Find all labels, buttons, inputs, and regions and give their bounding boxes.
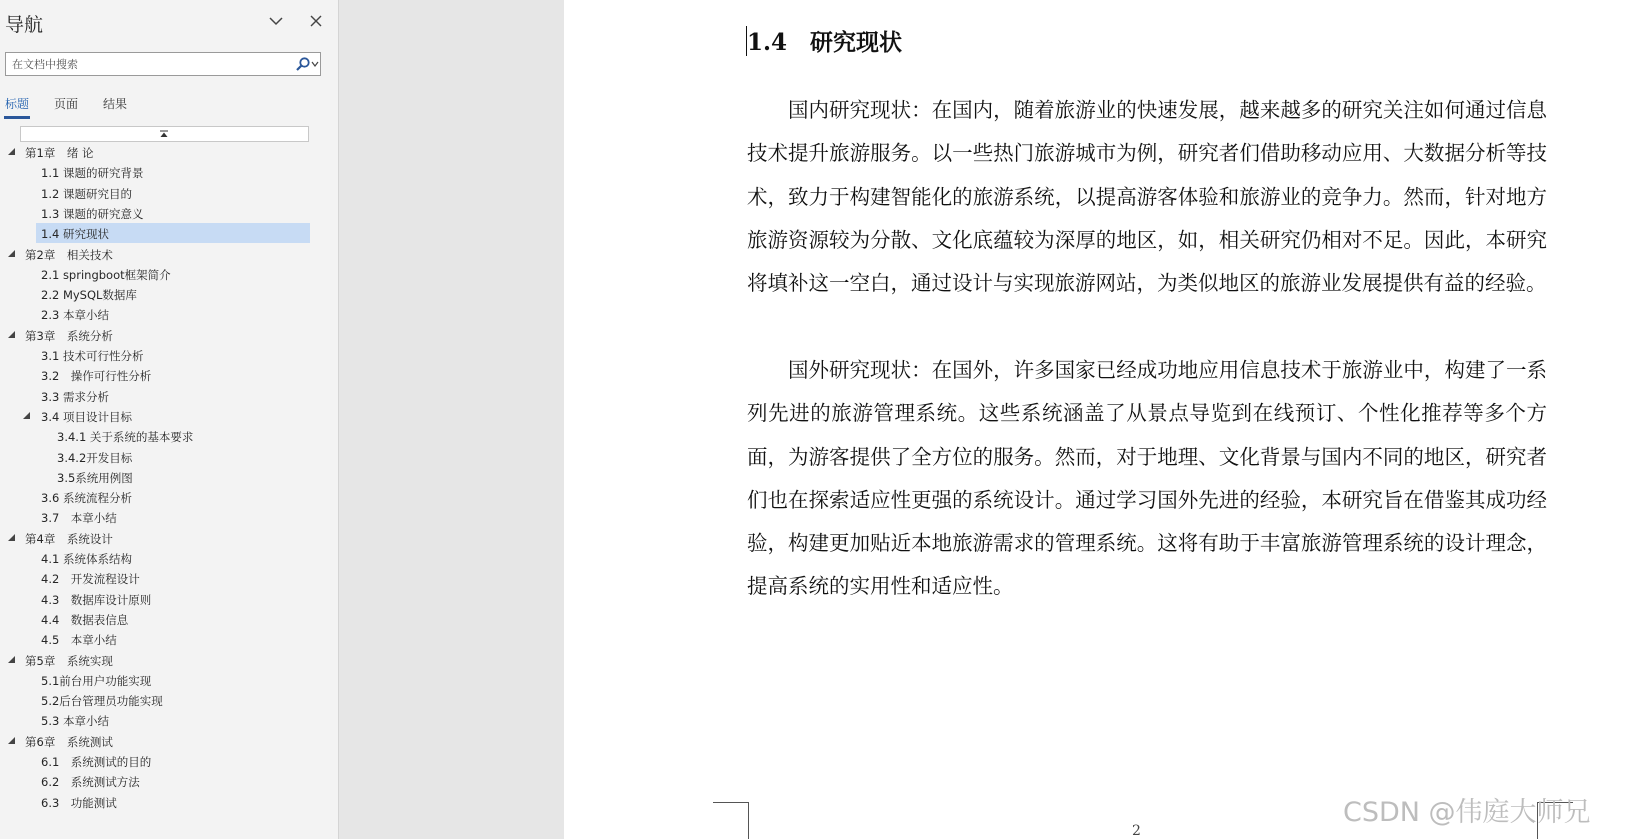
- navigation-pane: [0, 0, 339, 839]
- nav-outline-item-label: 3.7 本章小结: [41, 511, 117, 526]
- nav-outline-item[interactable]: [0, 426, 310, 446]
- nav-outline-item-label: 5.1前台用户功能实现: [41, 673, 152, 688]
- document-page[interactable]: [564, 0, 1626, 839]
- nav-outline-item-label: 1.4 研究现状: [41, 227, 109, 242]
- nav-outline-item[interactable]: [0, 609, 310, 629]
- scroll-to-top-button[interactable]: [20, 126, 309, 142]
- nav-outline-item-label: 3.4.1 关于系统的基本要求: [57, 430, 194, 445]
- expanded-triangle-icon[interactable]: [7, 533, 16, 542]
- section-heading: 1.4 研究现状: [747, 29, 903, 56]
- nav-outline-item[interactable]: [0, 244, 310, 264]
- nav-outline-item-label: 第5章 系统实现: [25, 653, 113, 668]
- nav-outline-item-label: 第2章 相关技术: [25, 247, 113, 262]
- nav-outline-item[interactable]: [0, 650, 310, 670]
- nav-outline-item[interactable]: [0, 568, 310, 588]
- nav-outline-item-label: 4.1 系统体系结构: [41, 552, 132, 566]
- nav-outline-item-label: 3.5系统用例图: [57, 470, 133, 485]
- nav-outline-item[interactable]: [0, 507, 310, 527]
- nav-outline-item[interactable]: [0, 386, 310, 406]
- chevron-down-icon[interactable]: [266, 11, 286, 31]
- nav-outline-item-label: 6.3 功能测试: [41, 795, 117, 810]
- nav-outline-item-label: 5.3 本章小结: [41, 714, 109, 729]
- nav-outline-item[interactable]: [0, 548, 310, 568]
- nav-outline-item[interactable]: [0, 325, 310, 345]
- expanded-triangle-icon[interactable]: [7, 736, 16, 745]
- nav-outline-item[interactable]: [0, 406, 310, 426]
- nav-outline-item-label: 1.1 课题的研究背景: [41, 166, 144, 181]
- nav-outline-item[interactable]: [0, 284, 310, 304]
- tab-pages[interactable]: 页面: [54, 97, 79, 111]
- tab-headings[interactable]: 标题: [5, 97, 30, 111]
- paragraph-foreign: 国外研究现状：在国外，许多国家已经成功地应用信息技术于旅游业中，构建了一系列先进的旅游管理系统。这些系统涵盖了从景点导览到在线预订、个性化推荐等多个方面，为游客提供了全方位的服务。然而，对于地理、文化背景与国内不同的地区，研究者们也在探索适应性更强的系统设计。通过学习国外先进的经验，本研究旨在借鉴其成功经验，构建更加贴近本地旅游需求的管理系统。这将有助于丰富旅游管理系统的设计理念，提高系统的实用性和适应性。: [747, 358, 1547, 599]
- nav-outline-item-label: 3.6 系统流程分析: [41, 491, 132, 506]
- nav-outline-item[interactable]: [0, 690, 310, 710]
- close-icon[interactable]: [306, 11, 326, 31]
- nav-outline-item[interactable]: [0, 528, 310, 548]
- nav-outline-item[interactable]: [0, 345, 310, 365]
- nav-outline-item-label: 2.3 本章小结: [41, 308, 109, 323]
- page-corner-mark: [713, 802, 749, 839]
- nav-outline-item-label: 5.2后台管理员功能实现: [41, 694, 163, 709]
- expanded-triangle-icon[interactable]: [7, 655, 16, 664]
- nav-outline-item-label: 1.3 课题的研究意义: [41, 206, 144, 221]
- nav-outline-item[interactable]: [0, 365, 310, 385]
- nav-outline-item[interactable]: [0, 162, 310, 182]
- search-box: [5, 52, 321, 76]
- watermark: CSDN @伟庭大师兄: [1343, 797, 1591, 828]
- page-number: 2: [1132, 823, 1141, 839]
- search-input[interactable]: [6, 53, 292, 75]
- nav-outline-item-label: 6.1 系统测试的目的: [41, 755, 152, 769]
- paragraph-domestic: 国内研究现状：在国内，随着旅游业的快速发展，越来越多的研究关注如何通过信息技术提升旅游服务。以一些热门旅游城市为例，研究者们借助移动应用、大数据分析等技术，致力于构建智能化的旅游系统，以提高游客体验和旅游业的竞争力。然而，针对地方旅游资源较为分散、文化底蕴较为深厚的地区，如，相关研究仍相对不足。因此，本研究将填补这一空白，通过设计与实现旅游网站，为类似地区的旅游业发展提供有益的经验。: [747, 98, 1547, 296]
- nav-outline-item-label: 4.3 数据库设计原则: [41, 592, 152, 607]
- nav-outline-item-label: 2.2 MySQL数据库: [41, 288, 137, 303]
- nav-outline-item[interactable]: [0, 710, 310, 730]
- search-icon[interactable]: [295, 56, 311, 72]
- nav-outline-item-label: 第6章 系统测试: [25, 734, 113, 749]
- chevron-down-icon[interactable]: [311, 59, 319, 69]
- nav-outline-item-label: 4.5 本章小结: [41, 633, 117, 648]
- expanded-triangle-icon[interactable]: [7, 147, 16, 156]
- nav-outline-item[interactable]: [0, 264, 310, 284]
- nav-outline-item[interactable]: [0, 467, 310, 487]
- scroll-up-icon: [159, 130, 169, 138]
- nav-outline-item[interactable]: [0, 731, 310, 751]
- nav-outline-item-label: 第1章 绪 论: [25, 146, 94, 160]
- nav-outline-item-label: 3.4 项目设计目标: [41, 409, 132, 424]
- nav-outline-item-label: 6.2 系统测试方法: [41, 775, 140, 790]
- nav-outline-item[interactable]: [0, 751, 310, 771]
- tab-results[interactable]: 结果: [103, 97, 128, 111]
- nav-outline-item-label: 4.2 开发流程设计: [41, 572, 140, 587]
- nav-outline-item-label: 3.1 技术可行性分析: [41, 349, 144, 363]
- expanded-triangle-icon[interactable]: [7, 330, 16, 339]
- nav-outline-item[interactable]: [0, 589, 310, 609]
- nav-outline-item-label: 4.4 数据表信息: [41, 612, 129, 627]
- nav-outline-item[interactable]: [0, 670, 310, 690]
- nav-outline-item-label: 2.1 springboot框架简介: [41, 267, 171, 282]
- nav-outline-item[interactable]: [0, 792, 310, 812]
- nav-outline-item[interactable]: [0, 629, 310, 649]
- nav-outline-item[interactable]: [0, 447, 310, 467]
- nav-outline-item-label: 3.3 需求分析: [41, 389, 109, 404]
- expanded-triangle-icon[interactable]: [22, 411, 31, 420]
- nav-pane-title: 导航: [5, 14, 44, 36]
- nav-outline-item[interactable]: [0, 304, 310, 324]
- nav-outline-item[interactable]: [0, 771, 310, 791]
- expanded-triangle-icon[interactable]: [7, 249, 16, 258]
- active-tab-indicator: [4, 116, 30, 119]
- nav-outline-item[interactable]: [0, 142, 310, 162]
- nav-outline-item[interactable]: [0, 203, 310, 223]
- nav-outline-item-label: 3.4.2开发目标: [57, 450, 133, 465]
- nav-outline-item-label: 1.2 课题研究目的: [41, 186, 132, 201]
- nav-outline-item[interactable]: [0, 223, 310, 243]
- nav-outline-item[interactable]: [0, 487, 310, 507]
- nav-outline-item-label: 3.2 操作可行性分析: [41, 369, 152, 384]
- nav-outline-item[interactable]: [0, 183, 310, 203]
- nav-outline-item-label: 第4章 系统设计: [25, 531, 113, 546]
- nav-outline-item-label: 第3章 系统分析: [25, 328, 113, 343]
